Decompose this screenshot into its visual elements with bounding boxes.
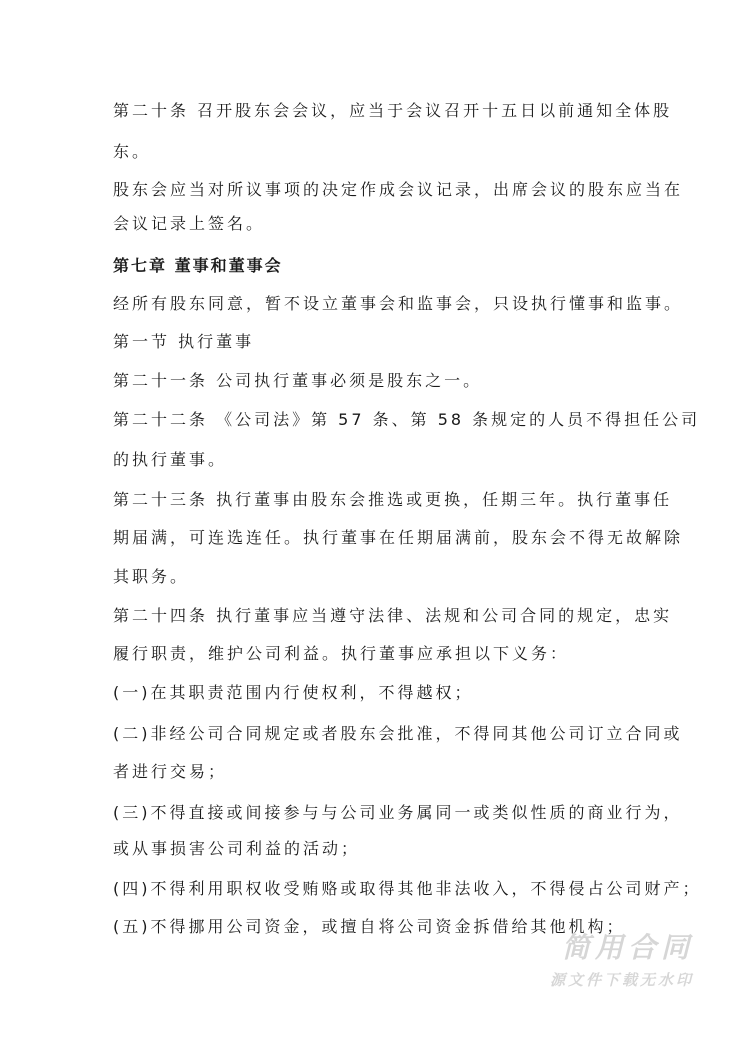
text-line: 股东会应当对所议事项的决定作成会议记录，出席会议的股东应当在 <box>113 180 684 199</box>
text-line: 期届满，可连选连任。执行董事在任期届满前，股东会不得无故解除 <box>113 528 684 547</box>
text-line: 第二十条 召开股东会会议，应当于会议召开十五日以前通知全体股 <box>113 101 673 120</box>
text-line: 第二十四条 执行董事应当遵守法律、法规和公司合同的规定，忠实 <box>113 606 673 625</box>
text-line: 履行职责，维护公司利益。执行董事应承担以下义务： <box>113 644 570 663</box>
section-heading: 第一节 执行董事 <box>113 332 255 351</box>
text-line: 东。 <box>113 142 152 161</box>
text-line: 第二十二条 《公司法》第 57 条、第 58 条规定的人员不得担任公司 <box>113 410 701 429</box>
text-line: 第二十一条 公司执行董事必须是股东之一。 <box>113 371 483 390</box>
watermark-tagline: 源文件下载无水印 <box>549 971 694 989</box>
chapter-heading: 第七章 董事和董事会 <box>113 256 283 275</box>
list-item: (三)不得直接或间接参与与公司业务属同一或类似性质的商业行为， <box>113 803 683 822</box>
list-item: (一)在其职责范围内行使权利，不得越权； <box>113 683 474 702</box>
text-line: 经所有股东同意，暂不设立董事会和监事会，只设执行懂事和监事。 <box>113 294 684 313</box>
text-line: 会议记录上签名。 <box>113 214 266 233</box>
list-item: (四)不得利用职权收受贿赂或取得其他非法收入，不得侵占公司财产； <box>113 879 702 898</box>
watermark-brand: 简用合同 <box>561 931 694 964</box>
list-item: (五)不得挪用公司资金，或擅自将公司资金拆借给其他机构； <box>113 917 626 936</box>
watermark <box>550 931 694 991</box>
text-line: 其职务。 <box>113 567 190 586</box>
text-line: 第二十三条 执行董事由股东会推选或更换，任期三年。执行董事任 <box>113 490 673 509</box>
text-line: 者进行交易； <box>113 762 228 781</box>
text-line: 或从事损害公司利益的活动； <box>113 839 361 858</box>
text-line: 的执行董事。 <box>113 450 228 469</box>
list-item: (二)非经公司合同规定或者股东会批准，不得同其他公司订立合同或 <box>113 724 683 743</box>
